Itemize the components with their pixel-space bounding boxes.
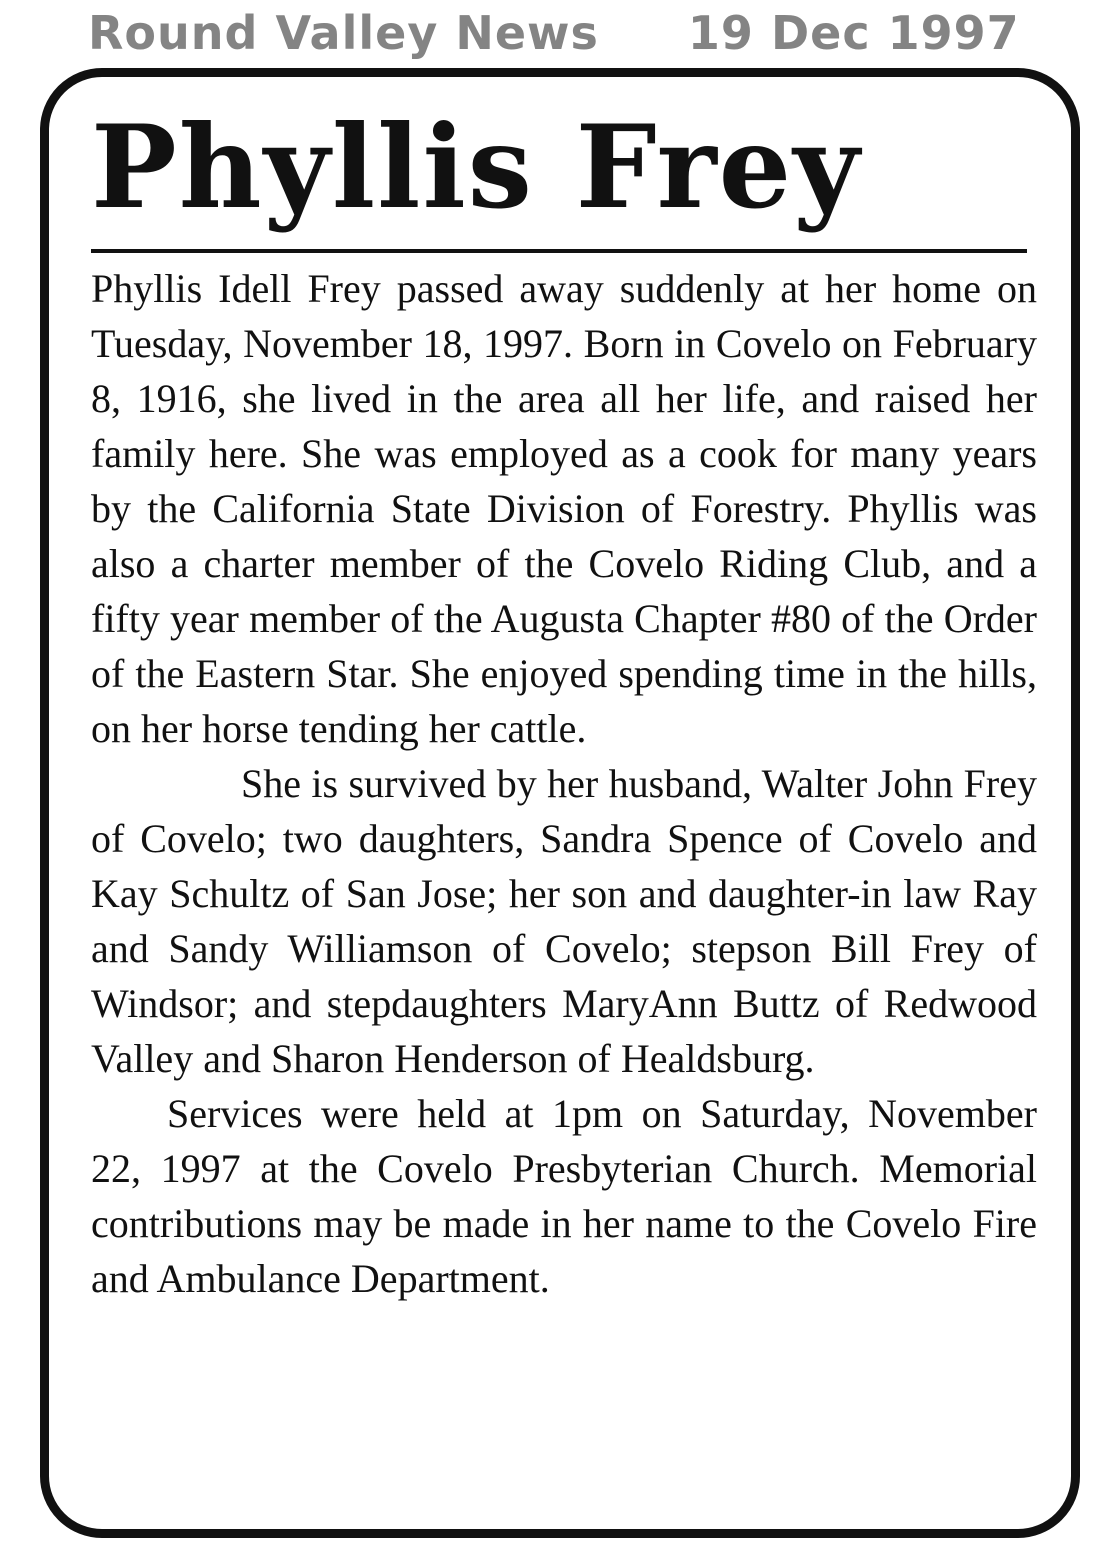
publication-name: Round Valley News [88,6,599,60]
source-header [88,6,1020,60]
title-divider [91,249,1027,253]
paragraph-biography: Phyllis Idell Frey passed away suddenly at her home on Tuesday, November 18, 1997. Born in Covelo on February 8, 1916, she lived in the area all her life, and raised her family here. She was employed as a cook for many years by the California State Division of Forestry. Phyllis was also a charter member of the Covelo Riding Club, and a fifty year member of the Augusta Chapter #80 of the Order of the Eastern Star. She enjoyed spending time in the hills, on her horse tending her cattle. [91,266,1037,751]
publication-date: 19 Dec 1997 [687,6,1020,60]
obituary-title: Phyllis Frey [91,100,862,234]
obituary-body [91,97,1037,1306]
obituary-frame [40,68,1080,1538]
paragraph-survivors: She is survived by her husband, Walter John Frey of Covelo; two daughters, Sandra Spence of Covelo and Kay Schultz of San Jose; her son and daughter-in law Ray and Sandy Williamson of Covelo; stepson Bill Frey of Windsor; and stepdaughters MaryAnn Buttz of Redwood Valley and Sharon Henderson of Healdsburg. [91,761,1037,1081]
paragraph-services: Services were held at 1pm on Saturday, November 22, 1997 at the Covelo Presbyterian Church. Memorial contributions may be made in her name to the Covelo Fire and Ambulance Department. [91,1091,1037,1301]
